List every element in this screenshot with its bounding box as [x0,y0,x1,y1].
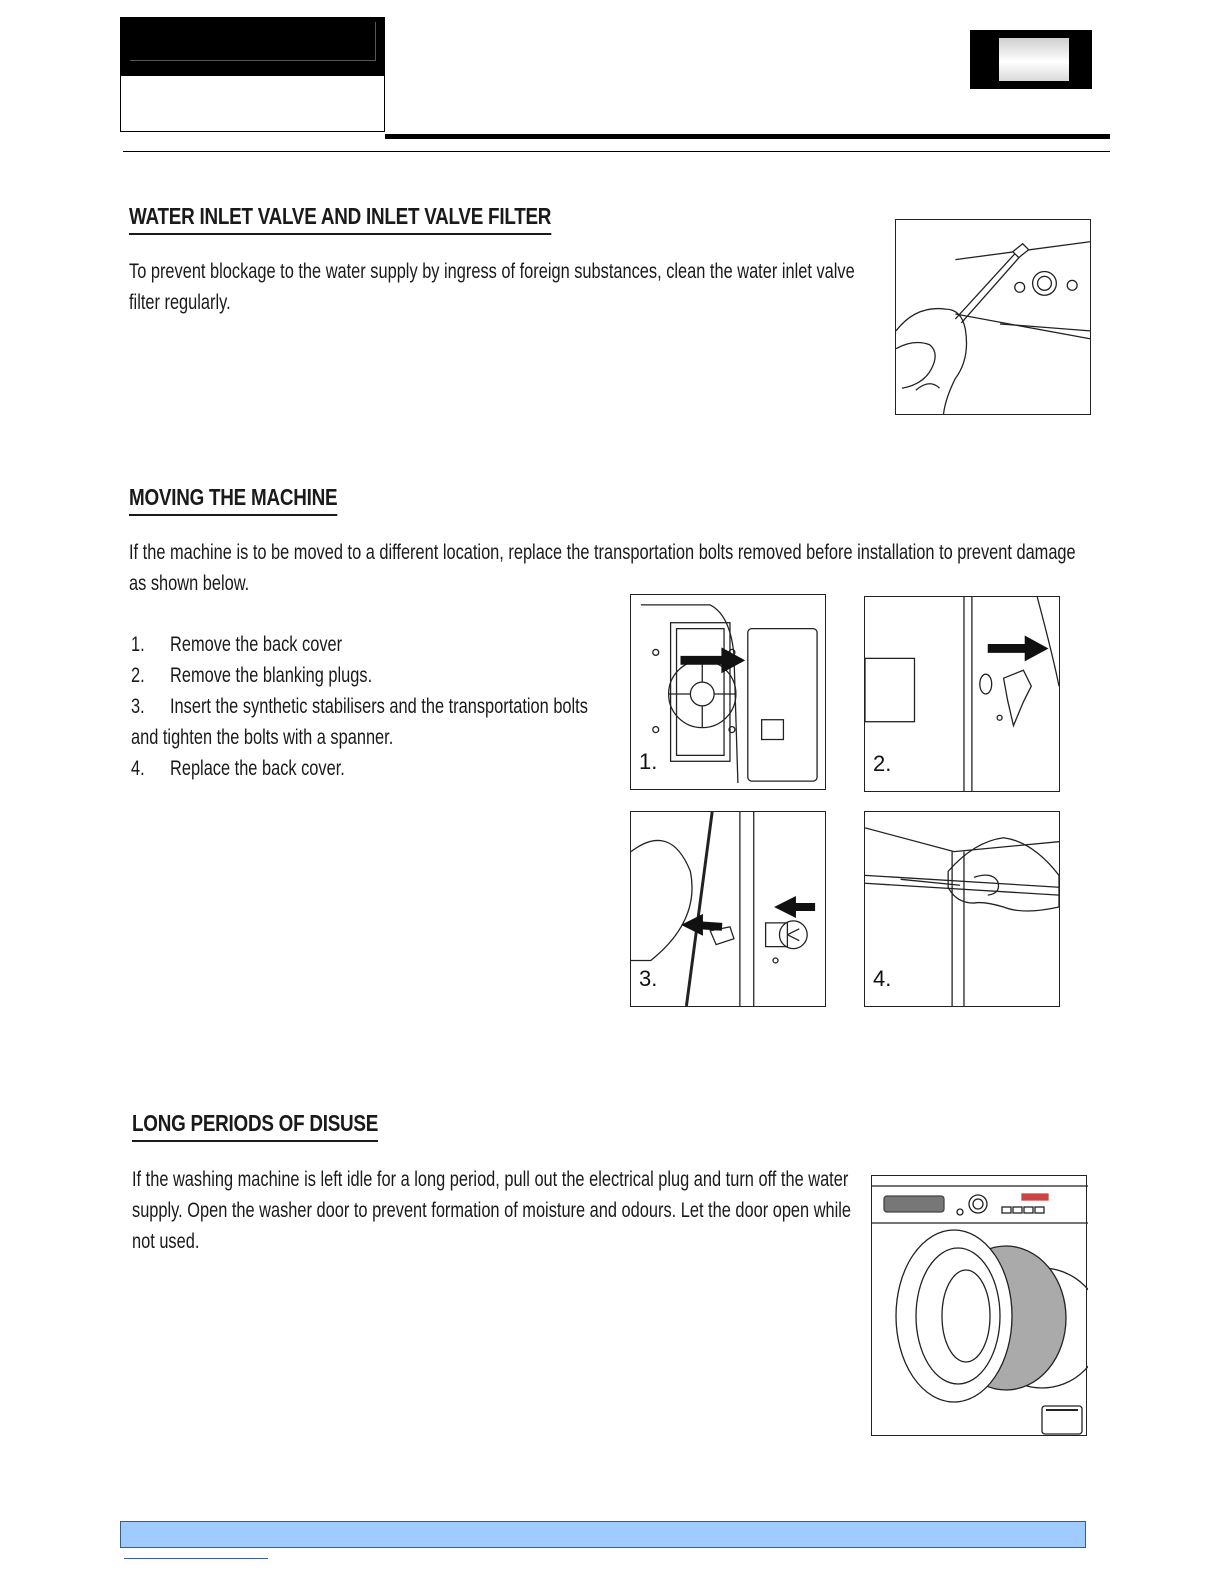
step2-remove-blanking-plugs-illustration [864,596,1060,792]
figure-label-4: 4. [873,966,892,991]
footer-link-underline [124,1558,268,1559]
moving-step: and tighten the bolts with a spanner. [131,726,394,749]
step4-replace-back-cover-illustration [864,811,1060,1007]
section-body-moving: If the machine is to be moved to a different location, replace the transportation bolts removed before installation to prevent damage as shown below. [129,541,1076,595]
moving-steps-list [131,629,588,784]
section-body-disuse: If the washing machine is left idle for a long period, pull out the electrical plug and turn off the water supply. Open the washer door to prevent formation of moisture and odours. Let the door open while not used. [132,1168,852,1253]
figure-label-1: 1. [639,749,658,774]
moving-step: 1. Remove the back cover [131,633,343,656]
section-body-inlet: To prevent blockage to the water supply by ingress of foreign substances, clean the water inlet valve filter regularly. [129,260,855,314]
section-heading-inlet: WATER INLET VALVE AND INLET VALVE FILTER [129,203,551,235]
header-title-band-inner [130,22,376,61]
header-rule-thin [123,151,1110,152]
step3-insert-bolts-illustration [630,811,826,1007]
moving-step: 3. Insert the synthetic stabilisers and the transportation bolts [131,695,588,718]
header-rule-thick [385,134,1110,139]
step1-remove-back-cover-illustration [630,594,826,790]
inlet-filter-cleaning-illustration [895,219,1091,415]
brand-logo-inner [999,38,1069,81]
section-heading-moving: MOVING THE MACHINE [129,484,337,516]
figure-label-3: 3. [639,966,658,991]
figure-label-2: 2. [873,751,892,776]
moving-step: 2. Remove the blanking plugs. [131,664,373,687]
moving-step: 4. Replace the back cover. [131,757,345,780]
washing-machine-open-door-illustration [871,1175,1087,1436]
section-heading-disuse: LONG PERIODS OF DISUSE [132,1110,378,1142]
footer-bar [120,1521,1086,1548]
